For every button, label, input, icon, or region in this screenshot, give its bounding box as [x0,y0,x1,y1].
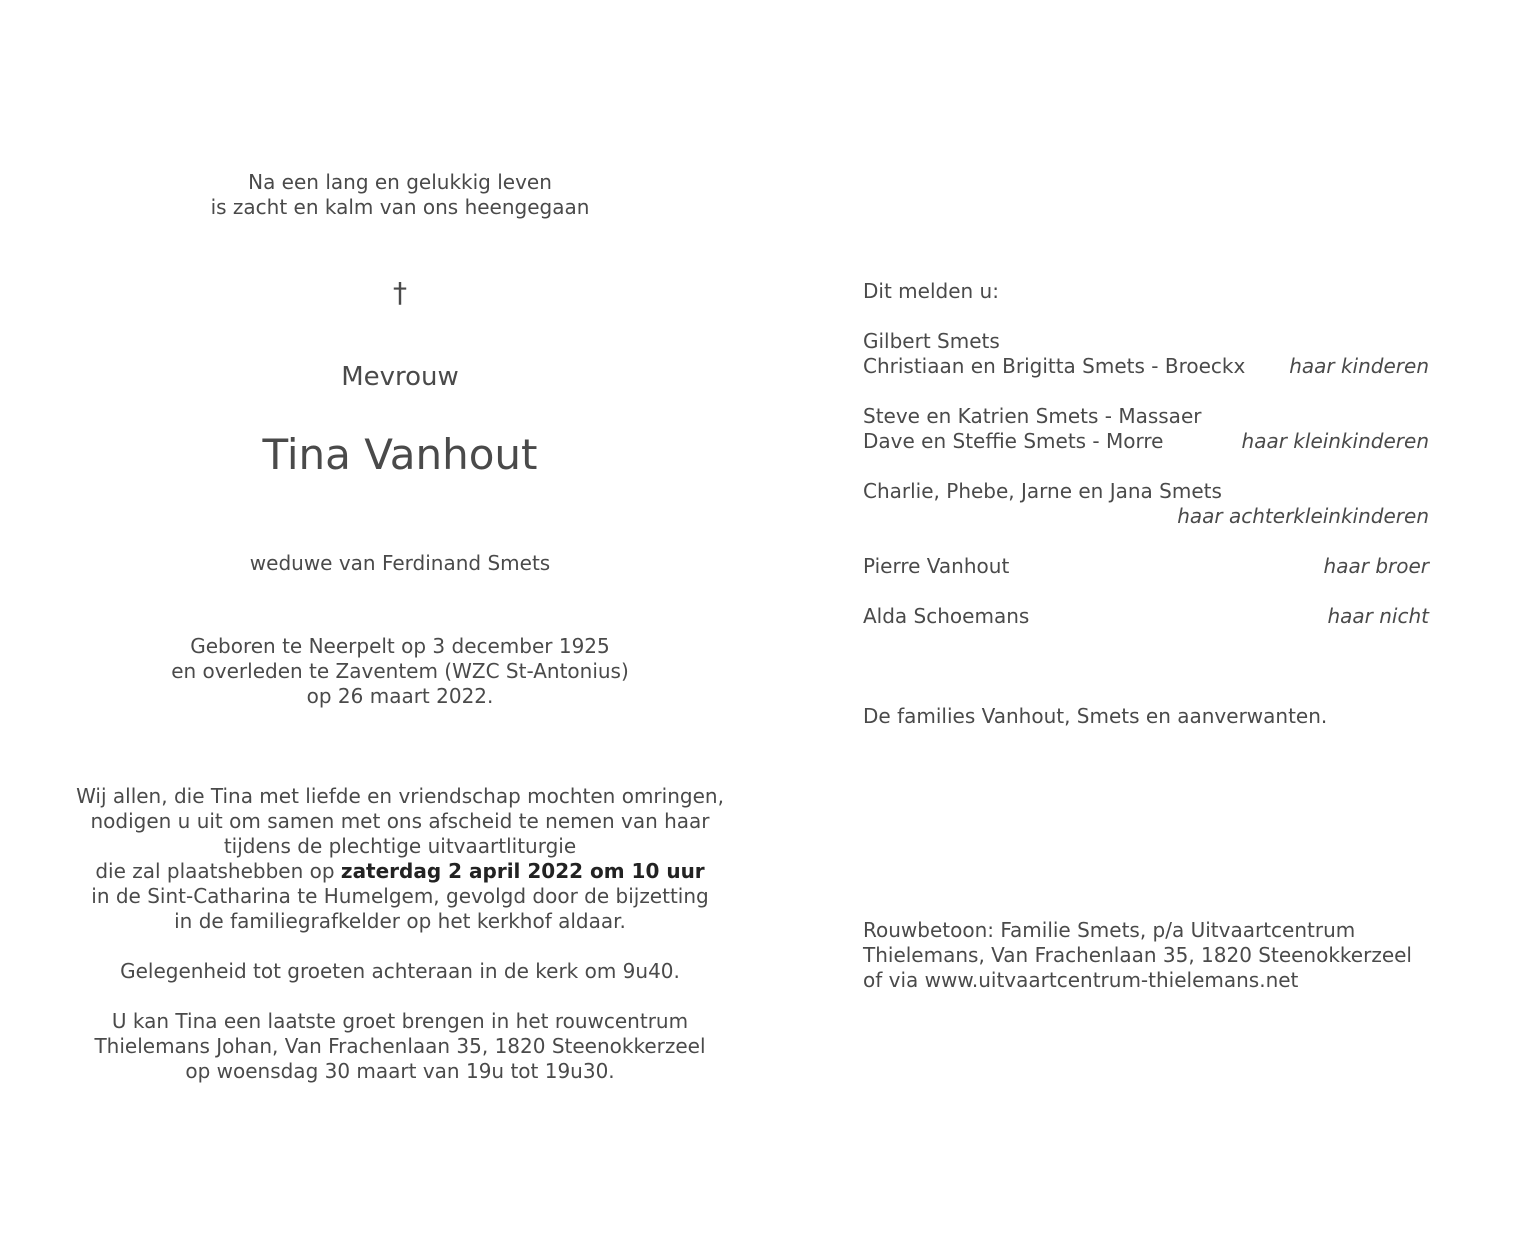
title-prefix: Mevrouw [341,362,459,392]
family-row [863,429,1429,454]
condolence-text [863,918,1429,993]
condolence-line: Thielemans, Van Frachenlaan 35, 1820 Steenokkerzeel [863,943,1412,967]
family-group-children [863,329,1429,379]
intro-line: is zacht en kalm van ons heengegaan [210,195,590,219]
relation-label: haar achterkleinkinderen [1177,504,1429,528]
family-row [863,354,1429,379]
family-name: Christiaan en Brigitta Smets - Broeckx [863,354,1246,378]
relation-label: haar kleinkinderen [1241,429,1429,453]
condolence-line: of via www.uitvaartcentrum-thielemans.net [863,968,1299,992]
birth-line: en overleden te Zaventem (WZC St-Antonius) [171,659,629,683]
family-group-niece [863,604,1429,629]
invite-line: Wij allen, die Tina met liefde en vriendschap mochten omringen, [76,784,724,808]
last-visit-line: Thielemans Johan, Van Frachenlaan 35, 1820 Steenokkerzeel [94,1034,706,1058]
invite-line [40,859,760,884]
last-visit-line: op woensdag 30 maart van 19u tot 19u30. [185,1059,615,1083]
relation-label: haar broer [1323,554,1429,578]
invite-line: nodigen u uit om samen met ons afscheid te nemen van haar [90,809,710,833]
announcement-intro: Dit melden u: [863,279,999,303]
relation-label: haar kinderen [1289,354,1429,378]
family-group-grandchildren [863,404,1429,454]
invite-line: tijdens de plechtige uitvaartliturgie [223,834,577,858]
family-row [863,404,1429,429]
family-name: Steve en Katrien Smets - Massaer [863,404,1202,428]
family-row [863,479,1429,504]
widow-text: weduwe van Ferdinand Smets [249,551,551,575]
family-row [863,504,1429,529]
birth-death-text [40,634,760,709]
birth-line: op 26 maart 2022. [306,684,494,708]
invitation-text [40,784,760,934]
families-text: De families Vanhout, Smets en aanverwanten. [863,704,1328,728]
family-row [863,329,1429,354]
invite-line: in de familiegrafkelder op het kerkhof aldaar. [174,909,626,933]
last-visit-text [40,1009,760,1084]
relation-label: haar nicht [1327,604,1429,628]
family-name: Pierre Vanhout [863,554,1010,578]
intro-line: Na een lang en gelukkig leven [248,170,552,194]
deceased-name: Tina Vanhout [262,430,538,479]
greeting-text: Gelegenheid tot groeten achteraan in de kerk om 9u40. [120,959,680,983]
intro-text [40,170,760,220]
invite-date-prefix: die zal plaatshebben op [95,859,341,883]
family-name: Alda Schoemans [863,604,1030,628]
invite-line: in de Sint-Catharina te Humelgem, gevolgd door de bijzetting [91,884,709,908]
cross-icon: † [393,276,407,309]
family-name: Dave en Steffie Smets - Morre [863,429,1164,453]
family-group-great-grandchildren [863,479,1429,529]
family-name: Charlie, Phebe, Jarne en Jana Smets [863,479,1222,503]
last-visit-line: U kan Tina een laatste groet brengen in het rouwcentrum [111,1009,689,1033]
family-row [863,604,1429,629]
family-group-brother [863,554,1429,579]
birth-line: Geboren te Neerpelt op 3 december 1925 [190,634,610,658]
family-row [863,554,1429,579]
condolence-line: Rouwbetoon: Familie Smets, p/a Uitvaartcentrum [863,918,1356,942]
family-name: Gilbert Smets [863,329,1000,353]
funeral-date: zaterdag 2 april 2022 om 10 uur [340,859,705,883]
